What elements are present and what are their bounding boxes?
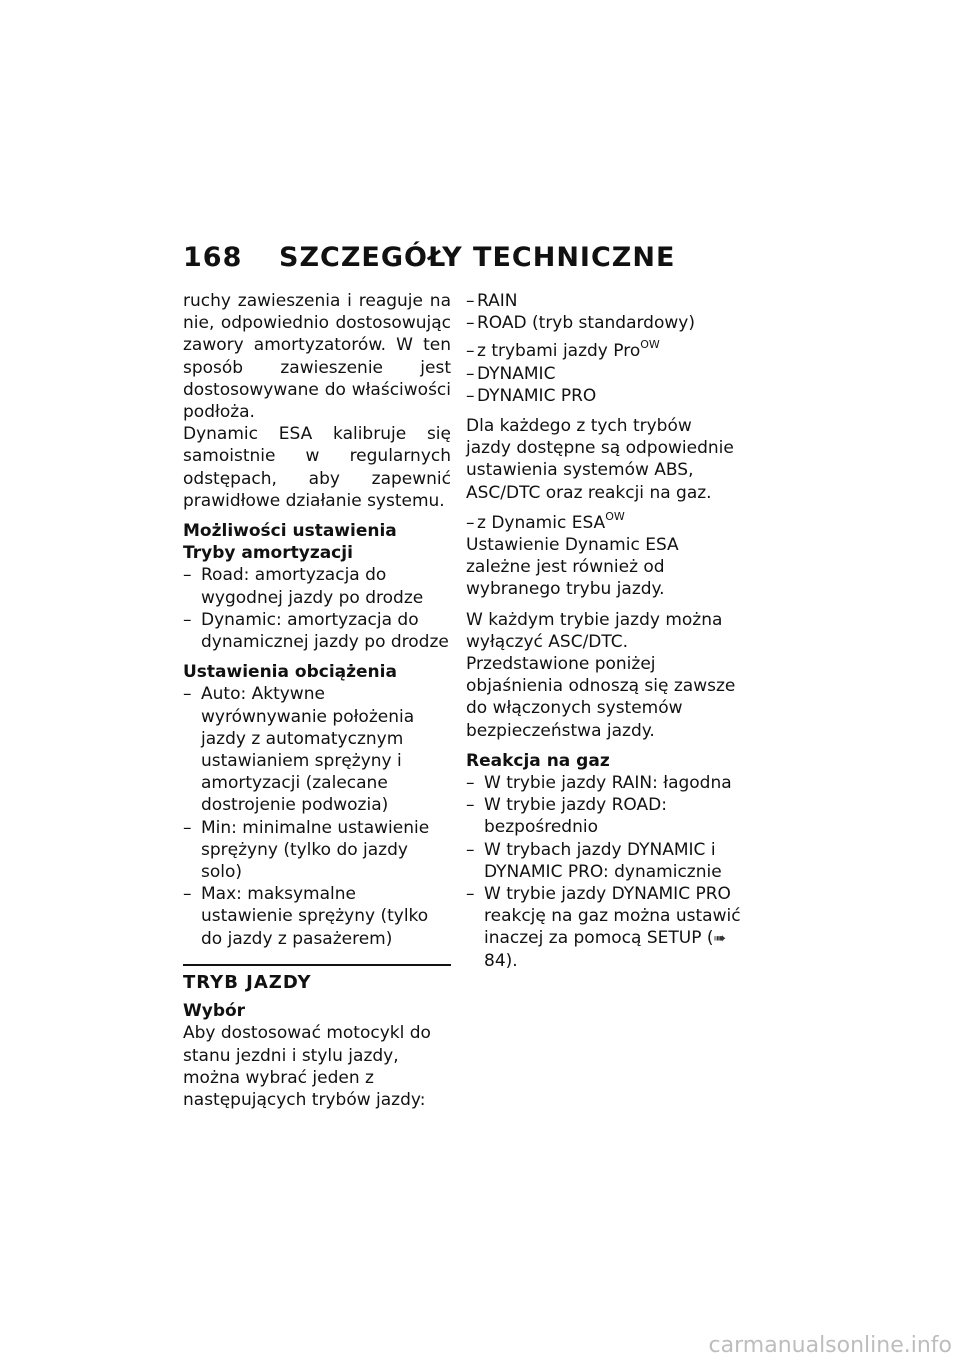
- paragraph: ruchy zawieszenia i reaguje na nie, odpowiednio dostosowując zawory amortyzatorów. W ten sposób zawieszenie jest dostosowywane do właściwości podłoża.: [183, 291, 451, 423]
- left-column: [183, 290, 451, 1119]
- list-item: – W trybie jazdy ROAD: bezpośrednio: [466, 794, 741, 838]
- page-header: [183, 242, 675, 273]
- list-item: – Dynamic: amortyzacja do dynamicznej jazdy po drodze: [183, 609, 451, 653]
- paragraph: W każdym trybie jazdy można wyłączyć ASC/DTC. Przedstawione poniżej objaśnienia odnoszą się zawsze do włączonych systemów bezpieczeństwa jazdy.: [466, 609, 736, 741]
- list-item: – W trybie jazdy DYNAMIC PRO reakcję na gaz można ustawić inaczej za pomocą SETUP (➠84).: [466, 883, 741, 972]
- paragraph: Aby dostosować motocykl do stanu jezdni i stylu jazdy, można wybrać jeden z następujących trybów jazdy:: [183, 1023, 431, 1110]
- list-item: – Road: amortyzacja do wygodnej jazdy po drodze: [183, 564, 451, 608]
- subheading-throttle: Reakcja na gaz: [466, 750, 610, 771]
- list-item: – RAIN: [466, 290, 741, 312]
- subheading-load: Ustawienia obciążenia: [183, 662, 397, 683]
- section-heading: TRYB JAZDY: [183, 964, 451, 994]
- page-reference-arrow-icon: ➠: [713, 929, 727, 948]
- paragraph: Ustawienie Dynamic ESA zależne jest również od wybranego trybu jazdy.: [466, 535, 679, 600]
- subheading-damping: Tryby amortyzacji: [183, 543, 353, 564]
- list-item: – DYNAMIC PRO: [466, 385, 741, 407]
- list-item: – z trybami jazdy Pro$^{OW}$: [466, 340, 741, 362]
- list-item: – Max: maksymalne ustawienie sprężyny (tylko do jazdy z pasażerem): [183, 883, 451, 950]
- modes-list: [466, 290, 741, 334]
- throttle-list: [466, 772, 741, 972]
- page-reference[interactable]: 84).: [484, 950, 518, 971]
- list-item: – W trybach jazdy DYNAMIC i DYNAMIC PRO: dynamicznie: [466, 839, 741, 883]
- watermark: carmanualsonline.info: [708, 1333, 952, 1358]
- page-number: 168: [183, 242, 243, 273]
- esa-list: [466, 509, 741, 534]
- right-column: [466, 290, 741, 980]
- pro-modes-list: [466, 340, 741, 407]
- list-item: – DYNAMIC: [466, 363, 741, 385]
- subheading-options: Możliwości ustawienia: [183, 521, 397, 542]
- paragraph: Dla każdego z tych trybów jazdy dostępne są odpowiednie ustawienia systemów ABS, ASC/DTC oraz reakcji na gaz.: [466, 416, 734, 503]
- subheading-choice: Wybór: [183, 1001, 246, 1022]
- list-item: – Auto: Aktywne wyrównywanie położenia jazdy z automatycznym ustawianiem sprężyny i amortyzacji (zalecane dostrojenie podwozia): [183, 683, 451, 816]
- load-list: [183, 683, 451, 949]
- list-item: – z Dynamic $ESA^{OW}$: [466, 512, 741, 534]
- optional-equipment-mark: OW: [605, 509, 625, 523]
- paragraph: Dynamic ESA kalibruje się samoistnie w regularnych odstępach, aby zapewnić prawidłowe działanie systemu.: [183, 424, 451, 511]
- list-item: – ROAD (tryb standardowy): [466, 312, 741, 334]
- list-item: – W trybie jazdy RAIN: łagodna: [466, 772, 741, 794]
- page-title: SZCZEGÓŁY TECHNICZNE: [279, 242, 676, 273]
- damping-list: [183, 564, 451, 653]
- optional-equipment-mark: OW: [640, 338, 660, 352]
- list-item: – Min: minimalne ustawienie sprężyny (tylko do jazdy solo): [183, 817, 451, 884]
